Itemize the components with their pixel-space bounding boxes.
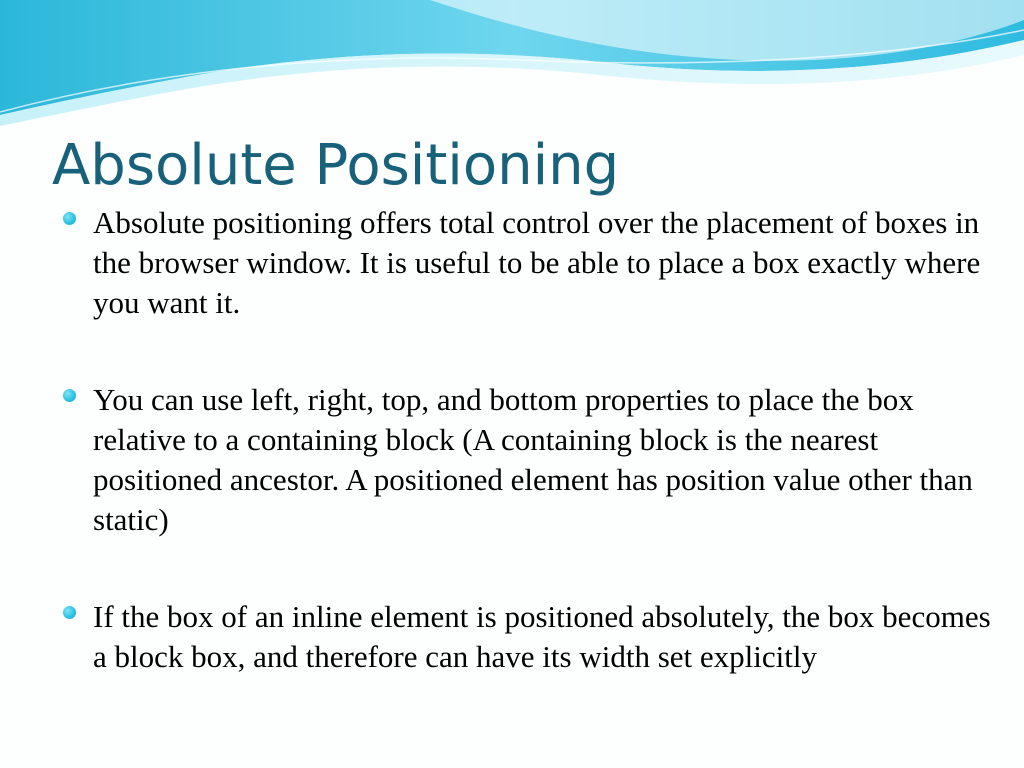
bullet-item-1 [62, 203, 1002, 323]
bullet-item-3 [62, 597, 1002, 677]
slide-title: Absolute Positioning [52, 133, 620, 198]
bullet-text-3: If the box of an inline element is positioned absolutely, the box becomes a block box, and therefore can have its width set explicitly [93, 599, 991, 674]
bullet-text-1: Absolute positioning offers total control over the placement of boxes in the browser window. It is useful to be able to place a box exactly where you want it. [93, 205, 981, 320]
round-bullet-icon [63, 389, 76, 402]
round-bullet-icon [63, 606, 76, 619]
wave-decoration [0, 0, 1024, 130]
bullet-text-2: You can use left, right, top, and bottom properties to place the box relative to a containing block (A containing block is the nearest positioned ancestor. A positioned element has position value other than static) [93, 382, 973, 537]
bullet-list [62, 203, 1002, 677]
round-bullet-icon [63, 212, 76, 225]
bullet-item-2 [62, 380, 1002, 540]
